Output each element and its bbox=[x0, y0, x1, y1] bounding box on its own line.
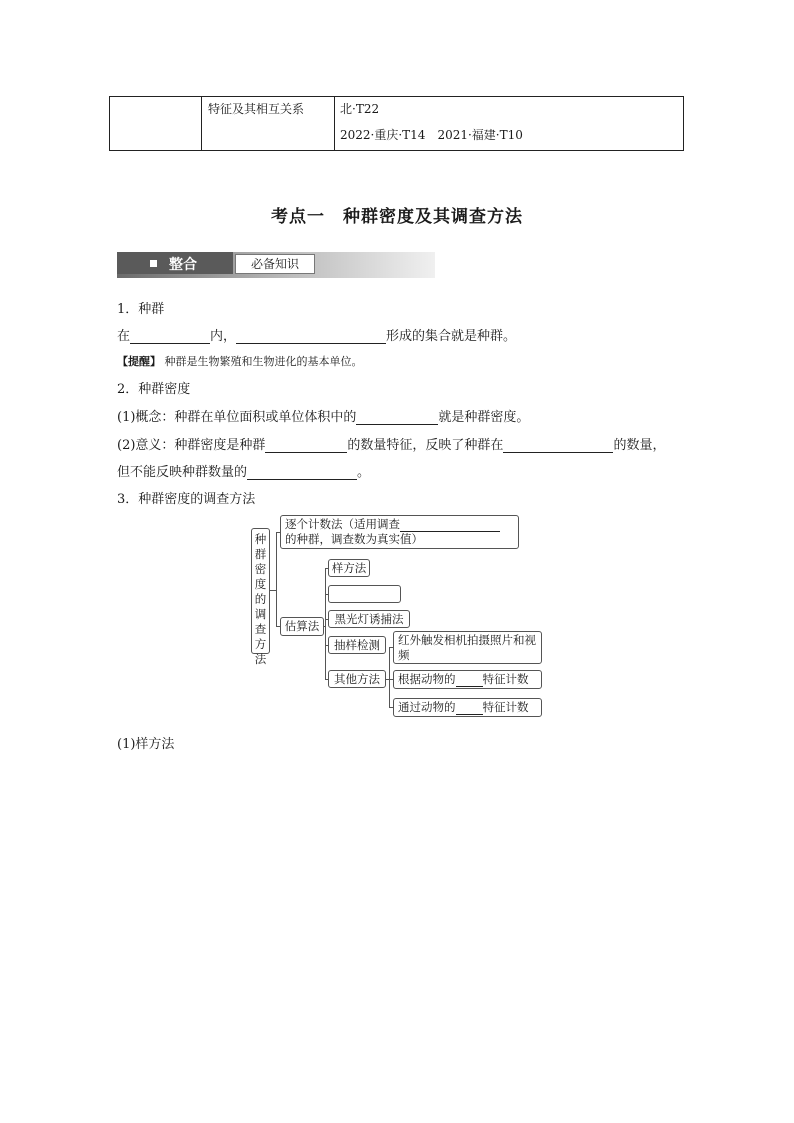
text-segment: (2)意义：种群密度是种群 bbox=[117, 438, 266, 453]
section-title: 考点一 种群密度及其调查方法 bbox=[271, 207, 523, 227]
text-segment: 的数量特征，反映了种群在 bbox=[347, 438, 504, 453]
density-meaning bbox=[117, 434, 665, 453]
fill-blank[interactable] bbox=[503, 438, 613, 453]
infrared-camera-box: 红外触发相机拍摄照片和视频 bbox=[393, 631, 542, 664]
text-segment: (1)概念：种群在单位面积或单位体积中的 bbox=[117, 410, 357, 425]
count-method-box bbox=[280, 515, 519, 549]
tip-label: 【提醒】 bbox=[117, 355, 161, 368]
text-segment: 通过动物的 bbox=[398, 700, 456, 714]
table-cell-exams-1: 北·T22 bbox=[340, 102, 380, 116]
text-segment: 就是种群密度。 bbox=[438, 410, 530, 425]
text-segment: 在 bbox=[117, 329, 131, 344]
square-icon bbox=[150, 260, 157, 267]
fill-blank[interactable] bbox=[236, 329, 386, 344]
other-method-box: 其他方法 bbox=[328, 670, 386, 688]
heading-quadrat: (1)样方法 bbox=[117, 737, 175, 752]
text-segment: 的种群，调查数为真实值） bbox=[285, 532, 423, 546]
fill-blank[interactable] bbox=[456, 702, 483, 715]
fill-blank[interactable] bbox=[356, 410, 438, 425]
density-concept bbox=[117, 406, 529, 425]
fill-blank[interactable] bbox=[130, 329, 210, 344]
quadrat-box: 样方法 bbox=[328, 559, 370, 577]
sampling-box: 抽样检测 bbox=[328, 636, 386, 654]
estimate-box: 估算法 bbox=[280, 617, 324, 636]
connector bbox=[389, 647, 390, 708]
text-segment: 根据动物的 bbox=[398, 672, 456, 686]
fill-blank[interactable] bbox=[400, 519, 500, 532]
heading-density: 2．种群密度 bbox=[117, 382, 191, 397]
table-divider bbox=[201, 97, 202, 150]
fill-blank[interactable] bbox=[456, 674, 483, 687]
connector bbox=[325, 568, 326, 679]
tip-text: 种群是生物繁殖和生物进化的基本单位。 bbox=[164, 355, 363, 368]
banner-tag-label: 整合 bbox=[169, 257, 197, 273]
light-trap-box: 黑光灯诱捕法 bbox=[328, 610, 410, 628]
banner-subtitle: 必备知识 bbox=[235, 254, 315, 274]
text-segment: 特征计数 bbox=[482, 672, 529, 686]
by-feature-box bbox=[393, 670, 542, 689]
heading-population: 1．种群 bbox=[117, 302, 165, 317]
population-definition bbox=[117, 325, 516, 344]
banner-tag bbox=[117, 252, 233, 274]
text-segment: 特征计数 bbox=[482, 700, 529, 714]
text-segment: 逐个计数法（适用调查 bbox=[285, 517, 400, 531]
summary-table bbox=[109, 96, 684, 151]
table-divider bbox=[334, 97, 335, 150]
connector bbox=[276, 532, 277, 626]
fill-blank[interactable] bbox=[247, 465, 357, 480]
tip-note bbox=[117, 353, 363, 369]
text-segment: 内， bbox=[210, 329, 237, 344]
heading-survey-methods: 3．种群密度的调查方法 bbox=[117, 492, 256, 507]
text-segment: 的数量， bbox=[613, 438, 666, 453]
table-cell-exams-2: 2022·重庆·T14 2021·福建·T10 bbox=[340, 128, 523, 142]
diagram-root: 种群密度的调查方法 bbox=[251, 528, 270, 654]
via-feature-box bbox=[393, 698, 542, 717]
blank-method-box[interactable] bbox=[328, 585, 401, 603]
table-cell-topic: 特征及其相互关系 bbox=[208, 102, 305, 116]
text-segment: 。 bbox=[357, 465, 371, 480]
text-segment: 但不能反映种群数量的 bbox=[117, 465, 248, 480]
text-segment: 形成的集合就是种群。 bbox=[386, 329, 517, 344]
density-meaning-cont bbox=[117, 461, 370, 480]
fill-blank[interactable] bbox=[265, 438, 347, 453]
